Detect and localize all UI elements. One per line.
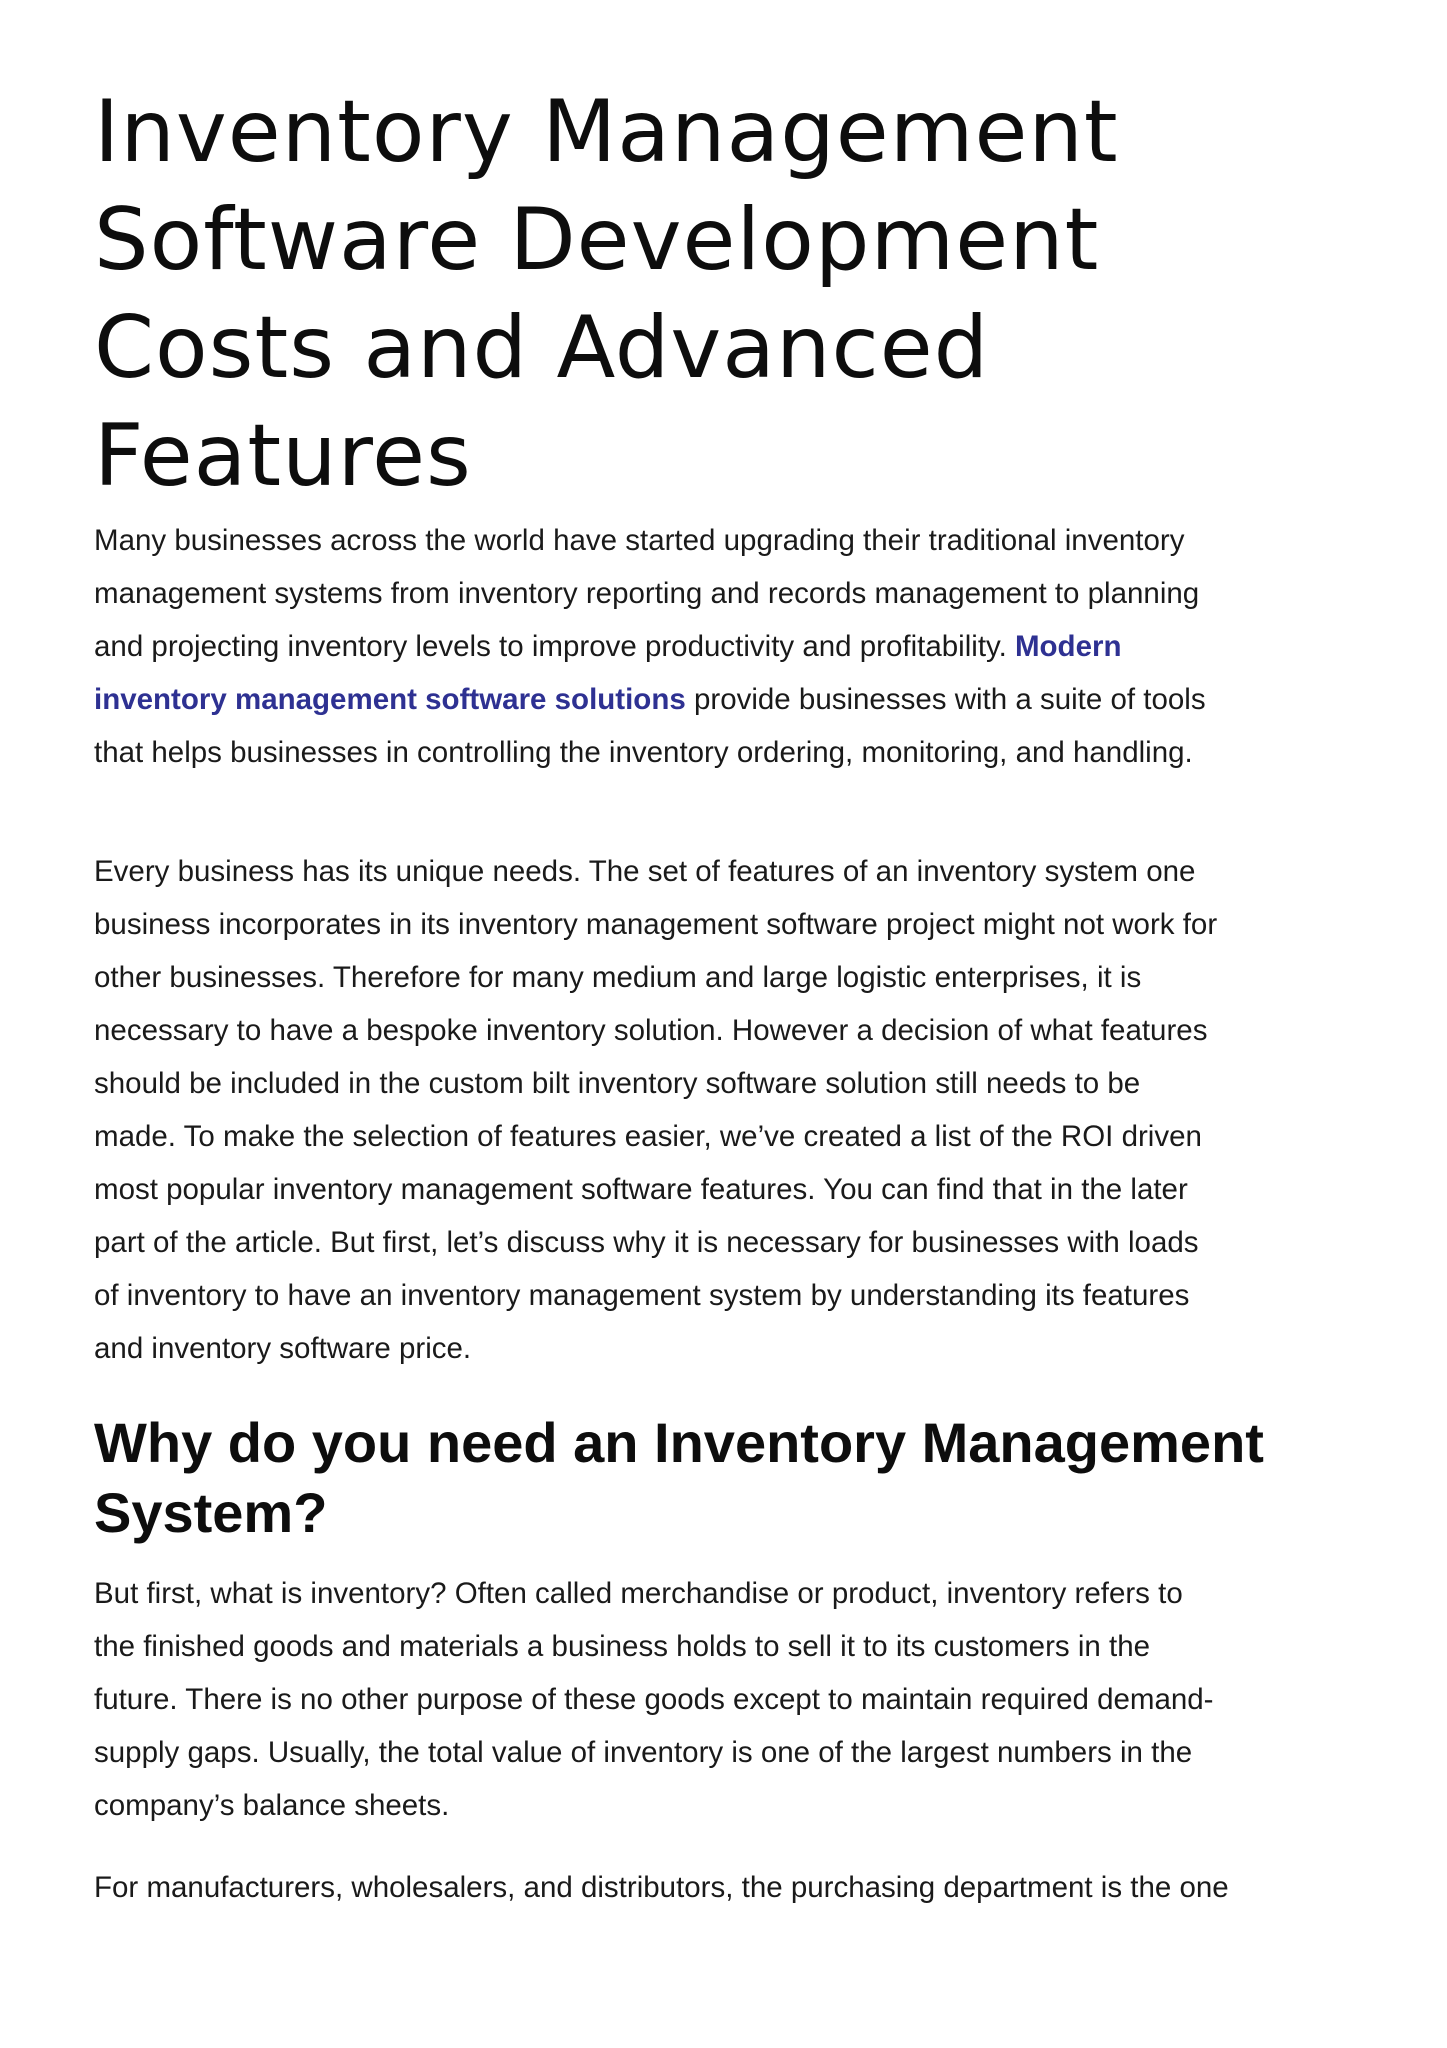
text-line: and inventory software price. — [94, 1332, 472, 1365]
text-line: supply gaps. Usually, the total value of inventory is one of the largest numbers in the — [94, 1736, 1193, 1769]
text-line: company’s balance sheets. — [94, 1789, 450, 1822]
heading-line: System? — [94, 1481, 328, 1544]
text-line: necessary to have a bespoke inventory solution. However a decision of what features — [94, 1014, 1208, 1047]
title-line: Costs and Advanced — [94, 298, 990, 398]
text-line: should be included in the custom bilt inventory software solution still needs to be — [94, 1067, 1141, 1100]
text-line: of inventory to have an inventory management system by understanding its features — [94, 1279, 1190, 1312]
page-title — [94, 78, 1274, 510]
text-line: most popular inventory management software features. You can find that in the later — [94, 1173, 1188, 1206]
text-line: the finished goods and materials a business holds to sell it to its customers in the — [94, 1630, 1151, 1663]
text-line: But first, what is inventory? Often called merchandise or product, inventory refers to — [94, 1577, 1183, 1610]
text-line: part of the article. But first, let’s discuss why it is necessary for businesses with loads — [94, 1226, 1199, 1259]
link-text: inventory management software solutions — [94, 683, 686, 716]
title-line: Software Development — [94, 190, 1100, 290]
heading-line: Why do you need an Inventory Management — [94, 1411, 1264, 1474]
text-line: provide businesses with a suite of tools — [685, 683, 1206, 716]
text-line: that helps businesses in controlling the inventory ordering, monitoring, and handling. — [94, 736, 1193, 769]
text-line: other businesses. Therefore for many medium and large logistic enterprises, it is — [94, 961, 1142, 994]
title-line: Features — [94, 406, 472, 506]
section-heading — [94, 1408, 1394, 1548]
body-paragraph — [94, 845, 1394, 1375]
text-line: future. There is no other purpose of these goods except to maintain required demand- — [94, 1683, 1214, 1716]
body-paragraph — [94, 1567, 1394, 1832]
text-line: business incorporates in its inventory management software project might not work for — [94, 908, 1218, 941]
text-line: management systems from inventory reporting and records management to planning — [94, 577, 1200, 610]
title-line: Inventory Management — [94, 82, 1119, 182]
intro-paragraph — [94, 514, 1394, 779]
text-line: For manufacturers, wholesalers, and distributors, the purchasing department is the one — [94, 1871, 1229, 1904]
link-text: Modern — [1014, 630, 1122, 663]
text-line: Many businesses across the world have started upgrading their traditional inventory — [94, 524, 1185, 557]
text-line: and projecting inventory levels to improve productivity and profitability. — [94, 630, 1015, 663]
body-paragraph — [94, 1861, 1394, 1914]
text-line: Every business has its unique needs. The set of features of an inventory system one — [94, 855, 1196, 888]
text-line: made. To make the selection of features easier, we’ve created a list of the ROI driven — [94, 1120, 1202, 1153]
